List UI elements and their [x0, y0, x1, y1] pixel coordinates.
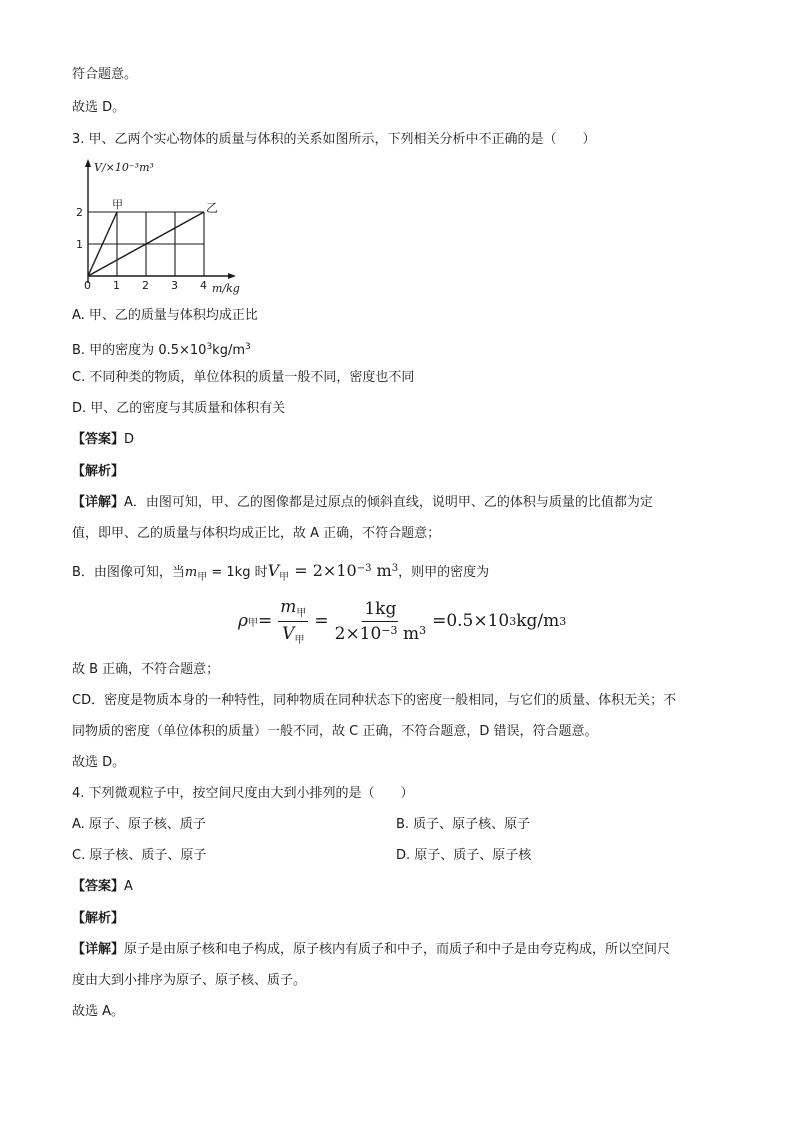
q3-analysis-tag: 【解析】	[72, 464, 125, 479]
q4-option-b: B. 质子、原子核、原子	[396, 817, 531, 832]
q4-answer: 【答案】A	[72, 879, 133, 894]
q4-stem: 4. 下列微观粒子中，按空间尺度由大到小排列的是（ ）	[72, 786, 414, 801]
y-axis-label: V/×10⁻³m³	[94, 161, 154, 174]
q4-analysis-tag: 【解析】	[72, 911, 125, 926]
q3-answer	[72, 431, 134, 449]
answer-value: D	[124, 432, 135, 447]
fraction-values: $\frac{1kg}{2\times 10^{-3} m^3}$	[334, 598, 427, 644]
q4-option-c: C. 原子核、质子、原子	[72, 848, 207, 863]
q4-option-a: A. 原子、原子核、质子	[72, 817, 206, 832]
q3-detail-b: B．由图像可知，当$m_甲 = 1kg$ 时$V_甲 = 2\times 10^{-3}$ $m^3$，则甲的密度为	[72, 561, 490, 583]
answer-tag: 【答案】	[72, 432, 125, 447]
q4-conclusion: 故选 A。	[72, 1004, 125, 1019]
x-tick-4: 4	[200, 279, 207, 292]
q3-option-c: C. 不同种类的物质，单位体积的质量一般不同，密度也不同	[72, 370, 415, 385]
intro-conclusion: 故选 D。	[72, 100, 126, 115]
x-tick-1: 1	[113, 279, 120, 292]
q4-option-d: D. 原子、质子、原子核	[396, 848, 532, 863]
q3-option-d: D. 甲、乙的密度与其质量和体积有关	[72, 401, 286, 416]
y-tick-2: 2	[76, 206, 83, 219]
q3-option-a: A. 甲、乙的质量与体积均成正比	[72, 308, 258, 323]
x-axis-label: m/kg	[212, 282, 240, 295]
q4-detail-1: 【详解】原子是由原子核和电子构成，原子核内有质子和中子，而质子和中子是由夸克构成，所以空间尺	[72, 942, 671, 957]
x-tick-0: 0	[84, 279, 91, 292]
q3-conclusion: 故选 D。	[72, 755, 126, 770]
q3-cd-2: 同物质的密度（单位体积的质量）一般不同，故 C 正确，不符合题意，D 错误，符合题意。	[72, 724, 598, 739]
q3-stem: 3. 甲、乙两个实心物体的质量与体积的关系如图所示，下列相关分析中不正确的是（ ）	[72, 132, 596, 147]
x-tick-3: 3	[171, 279, 178, 292]
q4-detail-2: 度由大到小排序为原子、原子核、质子。	[72, 973, 307, 988]
q3-option-b: B. 甲的密度为 $0.5\times 10^3kg/m^3$	[72, 342, 251, 358]
density-formula: ρ 甲 = $\frac{m_甲}{V_甲}$ = $\frac{1kg}{2\times 10^{-3} m^3}$ = 0.5×10 3 kg/m 3	[238, 596, 567, 646]
y-axis-arrow	[85, 159, 91, 167]
q3-cd-1: CD．密度是物质本身的一种特性，同种物质在同种状态下的密度一般相同，与它们的质量、体积无关；不	[72, 693, 677, 708]
x-axis-arrow	[228, 273, 236, 279]
series-b-label: 乙	[206, 201, 219, 215]
x-tick-2: 2	[142, 279, 149, 292]
intro-line-1: 符合题意。	[72, 67, 138, 82]
series-a-label: 甲	[112, 198, 123, 211]
q3-graph	[72, 155, 262, 300]
q3-after-1: 故 B 正确，不符合题意；	[72, 662, 220, 677]
fraction-m-over-v: $\frac{m_甲}{V_甲}$	[280, 596, 307, 646]
y-tick-1: 1	[76, 238, 83, 251]
q3-detail-2: 值，即甲、乙的质量与体积均成正比，故 A 正确，不符合题意；	[72, 526, 441, 541]
q3-detail-1: 【详解】A．由图可知，甲、乙的图像都是过原点的倾斜直线，说明甲、乙的体积与质量的比值都为定	[72, 495, 653, 510]
